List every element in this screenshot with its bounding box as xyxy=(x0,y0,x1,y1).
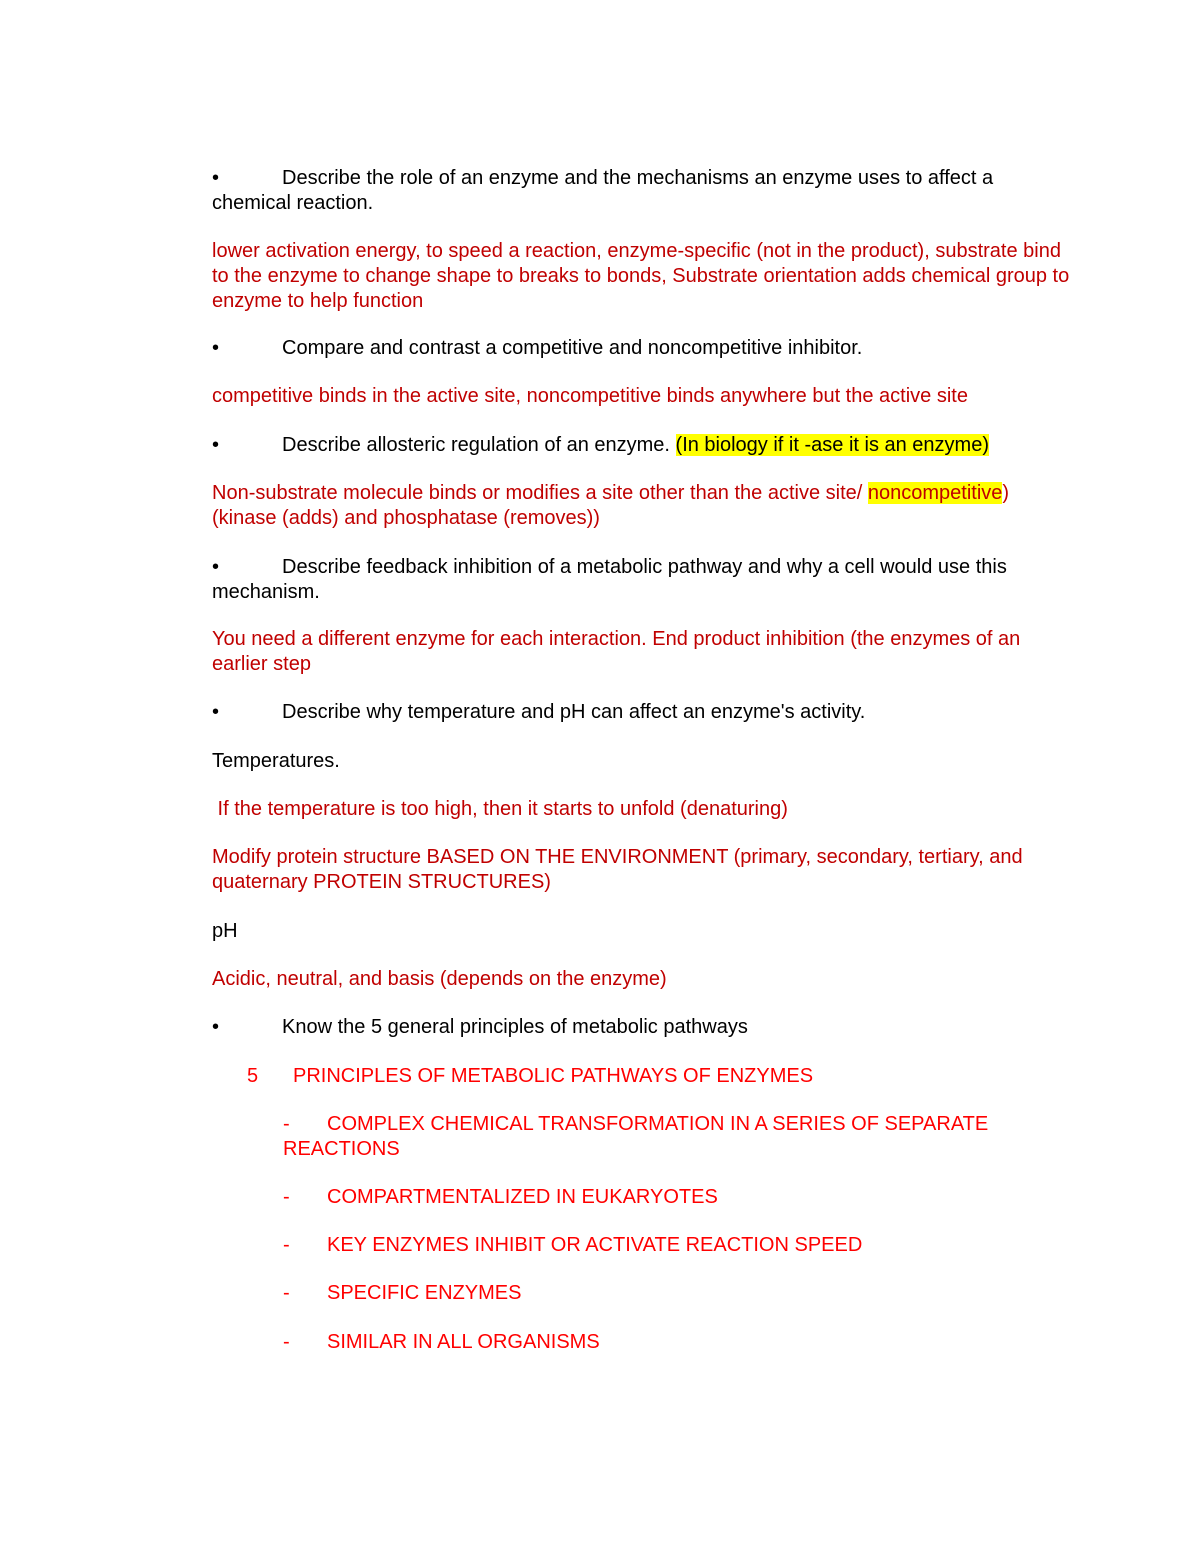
question-text: Describe why temperature and pH can affect an enzyme's activity. xyxy=(282,701,866,723)
principle-item xyxy=(283,1233,1073,1258)
temperature-answer-structure: Modify protein structure BASED ON THE ENVIRONMENT (primary, secondary, tertiary, and quaternary PROTEIN STRUCTURES) xyxy=(212,846,1023,893)
question-text: Describe the role of an enzyme and the mechanisms an enzyme uses to affect a chemical reaction. xyxy=(212,167,994,214)
temperatures-label: Temperatures. xyxy=(212,750,340,772)
bullet: • xyxy=(212,337,220,359)
ph-label: pH xyxy=(212,920,238,942)
heading-text: PRINCIPLES OF METABOLIC PATHWAYS OF ENZYMES xyxy=(293,1065,814,1087)
question-inhibitors xyxy=(212,336,1072,361)
principle-item xyxy=(283,1330,1073,1355)
highlighted-term: noncompetitive xyxy=(867,482,1003,504)
bullet: • xyxy=(212,556,220,578)
question-text: Know the 5 general principles of metabolic pathways xyxy=(282,1016,748,1038)
answer-inhibitors: competitive binds in the active site, noncompetitive binds anywhere but the active site xyxy=(212,385,968,407)
bullet: • xyxy=(212,434,220,456)
answer-text: Non-substrate molecule binds or modifies a site other than the active site/ xyxy=(212,482,868,504)
bullet: • xyxy=(212,167,220,189)
answer-text-cont: ) (kinase (adds) and phosphatase (removes)) xyxy=(212,482,1010,529)
dash: - xyxy=(283,1113,290,1135)
principle-item xyxy=(283,1281,1073,1306)
question-text: Describe allosteric regulation of an enzyme. xyxy=(282,434,676,456)
ph-answer: Acidic, neutral, and basis (depends on the enzyme) xyxy=(212,968,667,990)
question-feedback xyxy=(212,555,1072,605)
highlighted-note: (In biology if it -ase it is an enzyme) xyxy=(675,434,989,456)
question-principles xyxy=(212,1015,1072,1040)
question-text: Compare and contrast a competitive and noncompetitive inhibitor. xyxy=(282,337,863,359)
principle-text: KEY ENZYMES INHIBIT OR ACTIVATE REACTION SPEED xyxy=(327,1234,863,1256)
heading-number: 5 xyxy=(247,1065,259,1087)
answer-feedback: You need a different enzyme for each interaction. End product inhibition (the enzymes of an earlier step xyxy=(212,628,1021,675)
question-temperature-ph xyxy=(212,700,1072,725)
principle-text: SPECIFIC ENZYMES xyxy=(327,1282,522,1304)
dash: - xyxy=(283,1234,290,1256)
question-enzyme-role xyxy=(212,166,1072,216)
principles-heading xyxy=(247,1064,1067,1089)
bullet: • xyxy=(212,701,220,723)
question-allosteric xyxy=(212,433,1072,458)
question-text: Describe feedback inhibition of a metabolic pathway and why a cell would use this mechanism. xyxy=(212,556,1007,603)
principle-text: COMPARTMENTALIZED IN EUKARYOTES xyxy=(327,1186,718,1208)
dash: - xyxy=(283,1186,290,1208)
dash: - xyxy=(283,1331,290,1353)
dash: - xyxy=(283,1282,290,1304)
temperature-answer-denaturing: If the temperature is too high, then it starts to unfold (denaturing) xyxy=(212,798,788,820)
principle-item xyxy=(283,1185,1073,1210)
principle-text: SIMILAR IN ALL ORGANISMS xyxy=(327,1331,600,1353)
answer-enzyme-role: lower activation energy, to speed a reaction, enzyme-specific (not in the product), substrate bind to the enzyme to change shape to breaks to bonds, Substrate orientation adds chemical group to enzyme to help function xyxy=(212,240,1070,312)
bullet: • xyxy=(212,1016,220,1038)
answer-allosteric xyxy=(212,481,1072,531)
principle-item xyxy=(283,1112,1073,1162)
principle-text: COMPLEX CHEMICAL TRANSFORMATION IN A SERIES OF SEPARATE REACTIONS xyxy=(283,1113,989,1160)
